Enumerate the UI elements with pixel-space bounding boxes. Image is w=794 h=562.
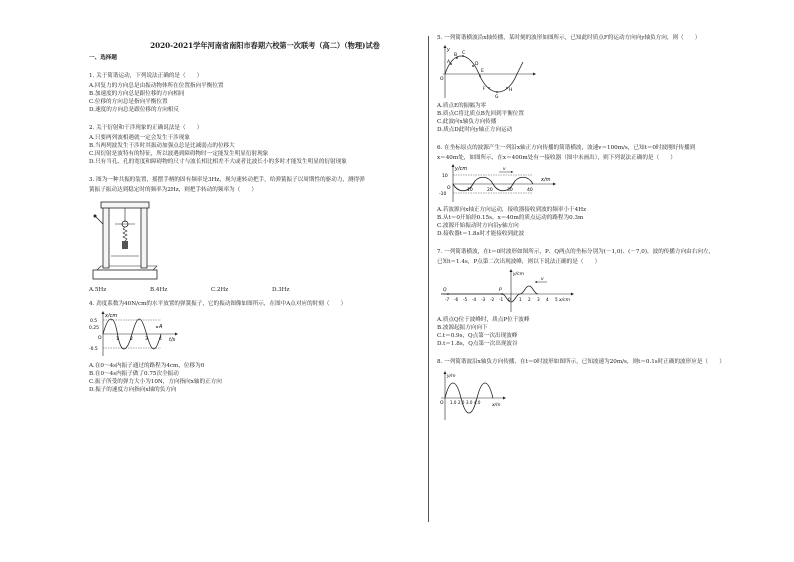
question-4-option-d: D.振子的速度方向指向x轴的负方向 bbox=[89, 387, 177, 393]
question-6-option-a: A.若波源向x轴正方向运动，接收器接收到波的频率小于4Hz bbox=[437, 207, 587, 213]
left-column bbox=[89, 34, 441, 394]
q6-xtick-20: 20 bbox=[487, 188, 493, 193]
q8-xtick-3: 3.0 bbox=[466, 400, 473, 405]
question-1-option-d: D.速度的方向总是跟位移的方向相反 bbox=[89, 107, 179, 113]
q7-xtick-3: 3 bbox=[537, 297, 540, 302]
right-column bbox=[437, 34, 789, 422]
question-5-option-b: B.质点C将比质点B先回到平衡位置 bbox=[437, 111, 524, 117]
q5-point-a: A bbox=[447, 60, 451, 65]
question-3-answer-d: D.3Hz bbox=[272, 287, 290, 293]
q4-ylabel: x/cm bbox=[105, 313, 118, 319]
question-4-option-a: A.在0～4s内振子通过的路程为4cm，位移为0 bbox=[89, 363, 205, 369]
wave-graph-q8 bbox=[437, 370, 507, 422]
question-4-stem: 4. 劲度系数为40N/cm的水平放置的弹簧振子，它的振动图像如图所示，在图中A点对应的时刻（ ） bbox=[89, 301, 347, 307]
q5-point-g: G bbox=[495, 95, 499, 100]
q6-xtick-30: 30 bbox=[507, 188, 513, 193]
q7-xtick-m4: -4 bbox=[472, 297, 477, 302]
q7-xtick-1: 1 bbox=[519, 297, 522, 302]
resonance-apparatus-figure bbox=[91, 200, 161, 282]
section-heading: 一、选择题 bbox=[89, 55, 117, 61]
q5-point-e: E bbox=[481, 69, 484, 74]
question-4 bbox=[89, 300, 441, 394]
question-1-option-c: C.位移的方向总是指向平衡位置 bbox=[89, 99, 168, 105]
q5-point-b: B bbox=[454, 53, 458, 58]
q4-xtick-2: 2 bbox=[130, 337, 133, 342]
q5-point-c: C bbox=[462, 51, 466, 56]
q7-point-p: P bbox=[499, 288, 502, 293]
question-3-answer-c: C.2Hz bbox=[211, 287, 229, 293]
question-6-option-d: D.接收器t＝1.8s时才能接收到此波 bbox=[437, 231, 525, 237]
q4-ytick-bottom: -0.5 bbox=[89, 347, 98, 352]
q4-ytick-mid: 0.25 bbox=[89, 326, 100, 331]
q6-xtick-10: 10 bbox=[467, 188, 473, 193]
question-7-option-c: C.t＝0.9s，Q点第一次出现波峰 bbox=[437, 333, 518, 339]
q7-xtick-5: 5 bbox=[555, 297, 558, 302]
q7-xtick-m2: -2 bbox=[490, 297, 495, 302]
question-7-option-a: A.质点Q位于波峰时，质点P位于波峰 bbox=[437, 317, 530, 323]
question-8-stem: 8. 一列简谐波沿x轴负方向传播，在t＝0时波形如图所示，已知波速为20m/s，则t＝0.1s时正确的波形应是（ ） bbox=[437, 359, 725, 365]
question-1 bbox=[89, 72, 441, 114]
q5-point-f: F bbox=[483, 87, 486, 92]
q8-ylabel: y/m bbox=[447, 374, 456, 379]
q5-ylabel: y bbox=[447, 47, 450, 53]
question-5-option-c: C.此波向x轴负方向传播 bbox=[437, 119, 497, 125]
question-1-stem: 1. 关于简谐运动，下列说法正确的是（ ） bbox=[89, 73, 203, 79]
q5-point-h: H bbox=[509, 88, 513, 93]
question-5-stem: 5. 一列简谐横波沿x轴传播，某时刻的波形如图所示，已知此时质点F的运动方向向y轴负方向，则（ ） bbox=[437, 35, 701, 41]
question-7-option-b: B.波源起振方向向下 bbox=[437, 325, 488, 331]
question-7-stem-line-2: 已知t＝1.4s，P点第二次出现波峰，则以下说法正确的是（ ） bbox=[437, 259, 601, 265]
q7-xtick-2: 2 bbox=[528, 297, 531, 302]
q7-xlabel: x/cm bbox=[559, 298, 571, 303]
q7-xtick-m6: -6 bbox=[454, 297, 459, 302]
question-3-stem-line-2: 簧振子振动达到稳定时的频率为2Hz，则把手转动的频率为（ ） bbox=[89, 187, 258, 193]
question-3 bbox=[89, 176, 441, 294]
page-title: 2020-2021学年河南省南阳市春期六校第一次联考（高二）（物理)试卷 bbox=[150, 41, 380, 50]
question-8 bbox=[437, 358, 789, 422]
q4-xtick-1: 1 bbox=[116, 337, 119, 342]
question-5 bbox=[437, 34, 789, 134]
q7-xtick-0: 0 bbox=[508, 297, 511, 302]
q7-xtick-m7: -7 bbox=[445, 297, 450, 302]
wave-graph-q7 bbox=[437, 268, 577, 314]
q5-origin: O bbox=[440, 77, 444, 82]
question-3-answer-a: A.5Hz bbox=[89, 287, 107, 293]
question-6-stem-line-2: x＝40m处，如图所示，在x＝400m处有一接收器（图中未画出），则下列说法正确的是（ ） bbox=[437, 155, 676, 161]
question-5-option-d: D.质点D此时向y轴正方向运动 bbox=[437, 127, 513, 133]
wave-graph-q5 bbox=[437, 44, 537, 100]
question-5-option-a: A.质点E的振幅为零 bbox=[437, 103, 487, 109]
vibration-graph-q4 bbox=[89, 310, 179, 358]
question-3-answer-b: B.4Hz bbox=[150, 287, 168, 293]
question-2-option-d: D.只有当孔、孔的宽度和障碍物的尺寸与波长相比相差不大或者比波长小的多时才能发生明显的衍射现象 bbox=[89, 159, 347, 165]
q8-xlabel: x/m bbox=[492, 403, 501, 408]
q7-xtick-m1: -1 bbox=[499, 297, 504, 302]
q7-xtick-4: 4 bbox=[546, 297, 549, 302]
q4-xtick-4: 4 bbox=[159, 337, 162, 342]
question-7-option-d: D.t＝1.8s，Q点第一次出现波谷 bbox=[437, 341, 518, 347]
q7-xtick-m3: -3 bbox=[481, 297, 486, 302]
q7-ylabel: y/cm bbox=[513, 272, 525, 277]
q4-xtick-3: 3 bbox=[145, 337, 148, 342]
q6-ylabel: y/cm bbox=[455, 166, 468, 172]
q6-origin: O bbox=[447, 186, 451, 191]
q7-xtick-m5: -5 bbox=[463, 297, 468, 302]
question-6-option-c: C.波源开始振动时方向沿y轴方向 bbox=[437, 223, 519, 229]
question-1-option-a: A.回复力的方向总是由振动物体所在位置指向平衡位置 bbox=[89, 83, 224, 89]
q4-point-a: A bbox=[159, 324, 163, 330]
q6-xtick-40: 40 bbox=[527, 188, 533, 193]
q8-xtick-1: 1.0 bbox=[450, 400, 457, 405]
q7-point-q: Q bbox=[443, 288, 447, 293]
question-2-option-b: B.当两列波发生干涉时其振动加强点总是比减弱点的位移大 bbox=[89, 143, 235, 149]
question-6-stem-line-1: 6. 在坐标原点的波源产生一列沿x轴正方向传播的简谐横波，波速v＝100m/s，已知t＝0时波刚好传播到 bbox=[437, 145, 696, 151]
q8-xtick-2: 2.0 bbox=[458, 400, 465, 405]
q7-speed-label: v bbox=[541, 277, 544, 282]
question-4-option-c: C.振子所受的弹力大小为10N，方向指向x轴的正方向 bbox=[89, 379, 222, 385]
question-7 bbox=[437, 248, 789, 348]
q6-xlabel: x/m bbox=[541, 177, 551, 183]
q4-origin: O bbox=[98, 336, 102, 341]
q4-ytick-top: 0.5 bbox=[90, 319, 98, 324]
wave-graph-q6 bbox=[437, 164, 557, 204]
question-4-option-b: B.在0～4s内振子做了0.75次全振动 bbox=[89, 371, 179, 377]
q6-ytick-top: 10 bbox=[442, 174, 448, 179]
q5-point-d: D bbox=[475, 62, 479, 67]
q8-xtick-4: 4.0 bbox=[474, 400, 481, 405]
q6-ytick-bottom: -10 bbox=[439, 192, 447, 197]
question-2-option-c: C.因衍射是波特有的特征，所以波遇到障碍物时一定能发生明显衍射现象 bbox=[89, 151, 269, 157]
q6-speed-label: v bbox=[503, 167, 506, 172]
question-6 bbox=[437, 144, 789, 238]
question-2-option-a: A.只要两列波相遇就一定会发生干涉现象 bbox=[89, 135, 190, 141]
question-2 bbox=[89, 124, 441, 166]
q4-xlabel: t/s bbox=[169, 337, 176, 343]
question-1-option-b: B.加速度的方向总是跟位移的方向相同 bbox=[89, 91, 185, 97]
question-2-stem: 2. 关于衍射和干涉现象的正确说法是（ ） bbox=[89, 125, 203, 131]
q8-origin: O bbox=[440, 401, 444, 406]
question-3-stem-line-1: 3. 图为一种共振的装置，摇摆手柄的固有频率是3Hz，现匀速转动把手，给弹簧振子以周期性的驱动力，测得弹 bbox=[89, 177, 365, 183]
question-6-option-b: B.从t＝0开始经0.15s，x＝40m的质点运动的路程为0.3m bbox=[437, 215, 584, 221]
question-7-stem-line-1: 7. 一列简谐横波，在t＝0时波形如图所示，P、Q两点的坐标分别为(－1,0)、(－7,0)，波的传播方向由右向左， bbox=[437, 249, 715, 255]
